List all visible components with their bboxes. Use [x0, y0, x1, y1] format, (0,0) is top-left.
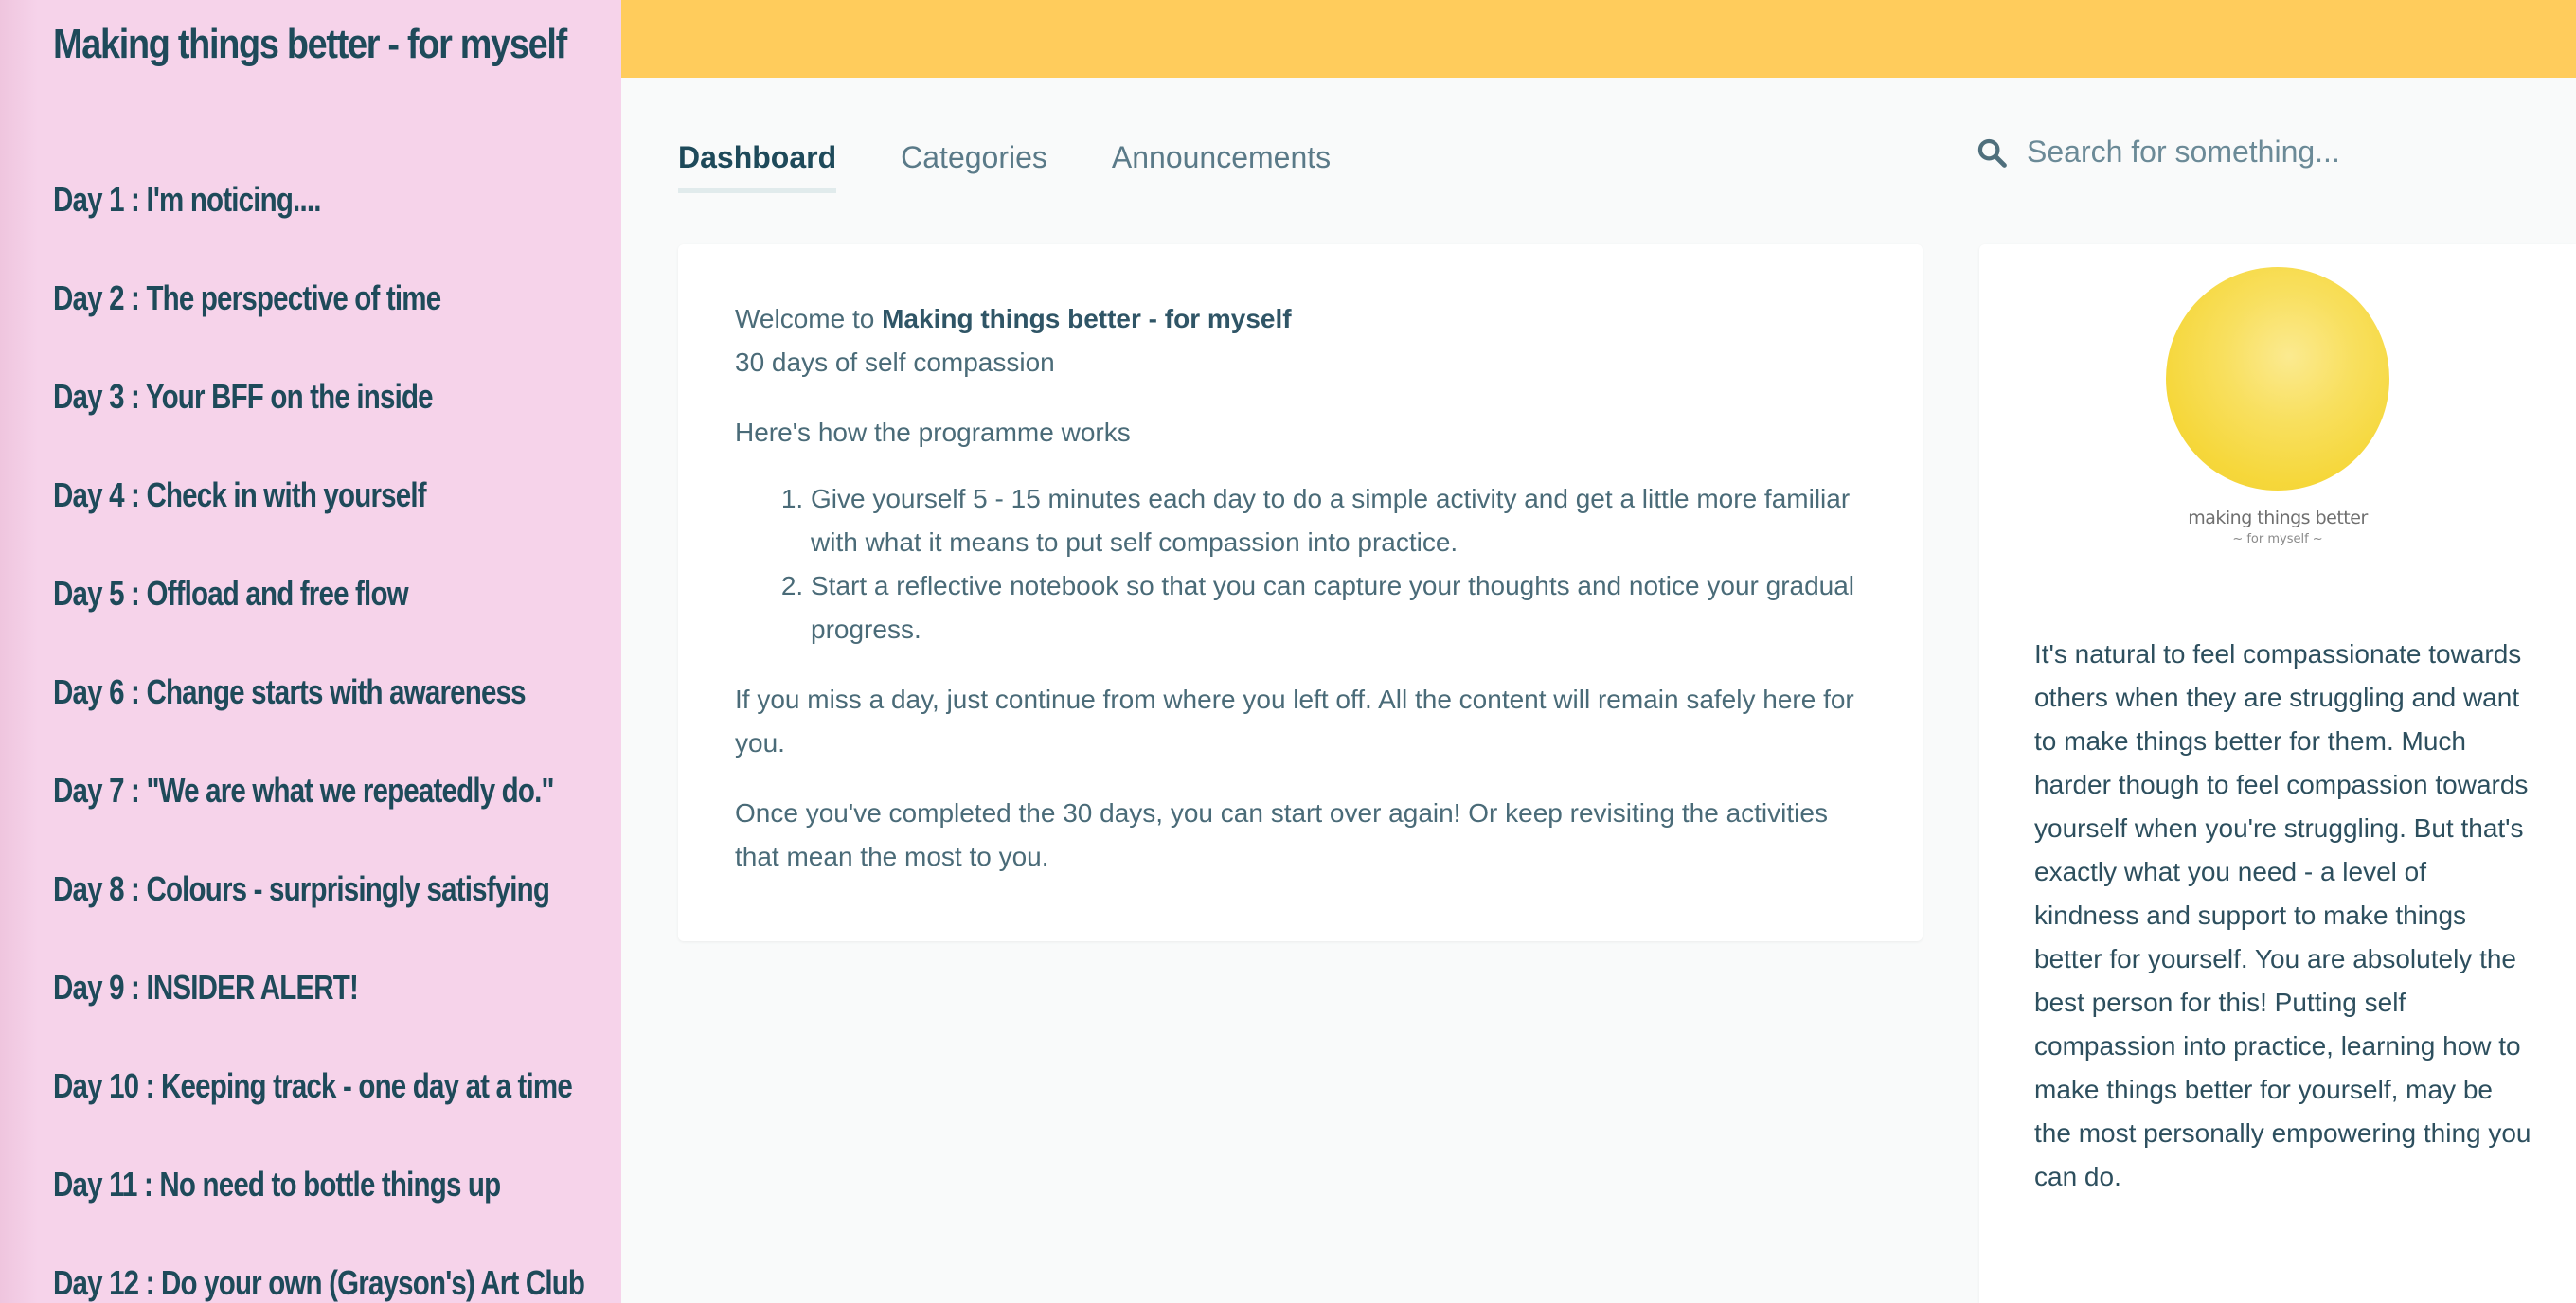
tab-announcements[interactable]: Announcements — [1111, 140, 1332, 174]
day-list — [53, 180, 621, 1303]
tab-categories[interactable]: Categories — [901, 140, 1047, 174]
completed-text: Once you've completed the 30 days, you can start over again! Or keep revisiting the activities that mean the most to you. — [735, 798, 1828, 871]
sidebar-item-day-9[interactable]: Day 9 : INSIDER ALERT! — [53, 968, 359, 1007]
about-description: It's natural to feel compassionate towards others when they are struggling and want to make things better for them. Much harder though to feel compassion towards yourself when you're struggling. But that's exactly what you need - a level of kindness and support to make things better for yourself. You are absolutely the best person for this! Putting self compassion into practice, learning how to make things better for yourself, may be the most personally empowering thing you can do. — [2034, 639, 2531, 1191]
sidebar-item-day-10[interactable]: Day 10 : Keeping track - one day at a time — [53, 1066, 572, 1105]
tab-dashboard[interactable]: Dashboard — [678, 140, 836, 193]
step-item: 1. Give yourself 5 - 15 minutes each day to do a simple activity and get a little more familiar with what it means to put self compassion into practice. — [811, 477, 1866, 564]
sidebar-item-day-12[interactable]: Day 12 : Do your own (Grayson's) Art Club — [53, 1263, 585, 1302]
sidebar-item-day-1[interactable]: Day 1 : I'm noticing.... — [53, 180, 321, 219]
sidebar-item-day-4[interactable]: Day 4 : Check in with yourself — [53, 475, 426, 514]
welcome-card — [678, 244, 1923, 941]
sidebar — [0, 0, 621, 1303]
sidebar-item-day-8[interactable]: Day 8 : Colours - surprisingly satisfying — [53, 869, 550, 908]
logo-subtext: ~ for myself ~ — [2232, 532, 2323, 546]
top-bar — [621, 0, 2576, 78]
welcome-intro — [735, 297, 1866, 384]
sidebar-item-day-5[interactable]: Day 5 : Offload and free flow — [53, 574, 408, 613]
search-bar — [1976, 134, 2500, 170]
steps-list — [811, 477, 1866, 652]
welcome-subtitle: 30 days of self compassion — [735, 348, 1055, 377]
search-icon[interactable] — [1976, 136, 2008, 169]
sidebar-item-day-6[interactable]: Day 6 : Change starts with awareness — [53, 672, 526, 711]
welcome-prefix: Welcome to — [735, 304, 883, 333]
main-tabs — [678, 140, 1395, 193]
sidebar-item-day-3[interactable]: Day 3 : Your BFF on the inside — [53, 377, 433, 416]
how-heading: Here's how the programme works — [735, 418, 1131, 447]
sidebar-item-day-11[interactable]: Day 11 : No need to bottle things up — [53, 1165, 501, 1204]
sidebar-item-day-2[interactable]: Day 2 : The perspective of time — [53, 278, 441, 317]
about-card — [1979, 244, 2576, 1303]
logo-text: making things better — [2188, 508, 2368, 528]
sun-logo-icon — [2166, 267, 2389, 491]
sidebar-item-day-7[interactable]: Day 7 : "We are what we repeatedly do." — [53, 771, 554, 810]
search-input[interactable] — [2027, 134, 2500, 170]
welcome-program-name: Making things better - for myself — [882, 304, 1292, 333]
logo — [2159, 258, 2396, 580]
step-item: 2. Start a reflective notebook so that you can capture your thoughts and notice your gradual progress. — [811, 564, 1866, 652]
missed-day-text: If you miss a day, just continue from where you left off. All the content will remain safely here for you. — [735, 685, 1854, 758]
site-title[interactable]: Making things better - for myself — [53, 21, 566, 67]
